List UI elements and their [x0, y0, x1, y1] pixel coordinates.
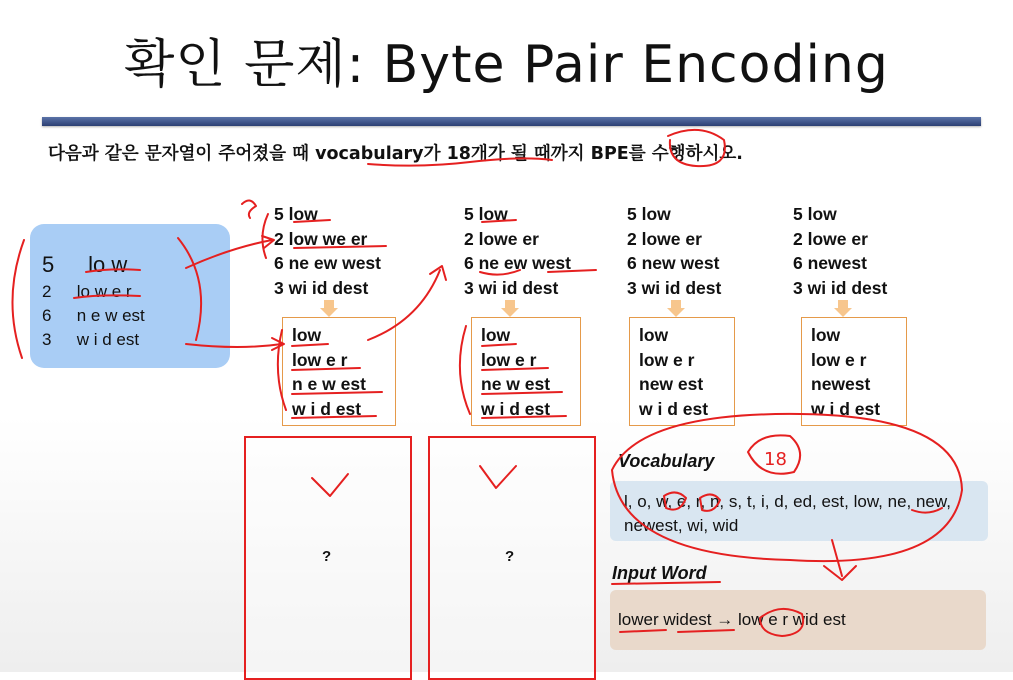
- token-line: low: [639, 325, 669, 345]
- underline-mark: [292, 416, 376, 418]
- token-line: w i d est: [292, 398, 362, 419]
- count-line: 3 wi id dest: [274, 277, 369, 298]
- underline-mark: [86, 269, 140, 272]
- count-line: 3 wi id dest: [464, 277, 559, 298]
- bracket-mark: [178, 238, 201, 340]
- question-mark: ?: [322, 548, 332, 565]
- count-line: 3 wi id dest: [627, 277, 722, 298]
- count-line: 5 low: [793, 204, 837, 224]
- token-line: w i d est: [481, 398, 551, 419]
- token-line: newest: [811, 374, 871, 394]
- underline-mark: [292, 368, 360, 370]
- underline-mark: [292, 344, 328, 346]
- underline-mark: [294, 246, 386, 248]
- token-line: new est: [639, 374, 704, 394]
- token-line: w i d est: [811, 398, 881, 419]
- vocabulary-text: l, o, w, e, r, n, s, t, i, d, ed, est, low, ne, new, newest, wi, wid: [624, 492, 951, 535]
- underline-mark: [482, 416, 566, 418]
- circle-mark: [760, 609, 803, 636]
- count-line: 6 newest: [793, 253, 867, 273]
- corpus-count: 6: [42, 306, 52, 325]
- corpus-word: n e w est: [76, 306, 145, 325]
- arrow-mark: [186, 344, 282, 347]
- token-line: w i d est: [639, 398, 709, 419]
- token-line: low e r: [639, 349, 695, 370]
- underline-mark: [294, 220, 330, 222]
- underline-mark: [482, 344, 516, 346]
- slide-title: 확인 문제: Byte Pair Encoding: [124, 35, 889, 95]
- count-line: 2 lowe er: [793, 228, 868, 249]
- scribble-mark: [242, 200, 256, 218]
- corpus-count: 5: [42, 252, 55, 277]
- count-line: 6 ne ew west: [274, 253, 381, 273]
- underline-mark: [612, 582, 720, 584]
- arrow-mark: [186, 240, 272, 268]
- vocabulary-label: Vocabulary: [618, 451, 715, 471]
- underline-mark: [482, 220, 516, 222]
- circle-mark: [700, 494, 720, 510]
- underline-mark: [548, 270, 596, 272]
- count-line: 2 lowe er: [464, 228, 539, 249]
- input-word-label: Input Word: [612, 563, 707, 583]
- underline-mark: [678, 630, 734, 632]
- arrow-mark: [368, 270, 440, 340]
- underline-mark: [620, 630, 666, 632]
- corpus-count: 3: [42, 330, 52, 349]
- count-line: 5 low: [627, 204, 671, 224]
- count-line: 2 low we er: [274, 228, 368, 249]
- token-line: low: [481, 325, 511, 345]
- token-line: low: [811, 325, 841, 345]
- check-mark: [312, 474, 348, 496]
- underline-mark: [368, 158, 552, 165]
- underline-mark: [74, 295, 140, 298]
- check-mark: [480, 466, 516, 488]
- circle-mark: [664, 492, 686, 509]
- count-line: 3 wi id dest: [793, 277, 888, 298]
- count-line: 6 ne ew west: [464, 253, 571, 273]
- bracket-mark: [12, 240, 24, 358]
- underline-mark: [482, 368, 548, 370]
- token-line: low e r: [811, 349, 867, 370]
- underline-mark: [912, 508, 942, 513]
- count-line: 6 new west: [627, 253, 720, 273]
- token-line: low e r: [481, 349, 537, 370]
- bracket-mark: [460, 326, 470, 414]
- count-line: 5 low: [464, 204, 508, 224]
- corpus-word: lo w e r: [76, 282, 132, 301]
- token-line: low: [292, 325, 322, 345]
- count-line: 5 low: [274, 204, 318, 224]
- annotation-18: 18: [764, 449, 787, 470]
- input-word-text: lower widest → low e r wid est: [618, 610, 846, 629]
- token-line: ne w est: [481, 374, 551, 394]
- question-mark: ?: [505, 548, 515, 565]
- instruction-text: 다음과 같은 문자열이 주어졌을 때 vocabulary가 18개가 될 때까지 BPE를 수행하시오.: [48, 144, 743, 164]
- underline-mark: [480, 270, 520, 275]
- token-line: n e w est: [292, 374, 366, 394]
- underline-mark: [292, 392, 382, 394]
- corpus-word: lo w: [88, 252, 128, 277]
- circle-mark: [668, 130, 725, 166]
- underline-mark: [482, 392, 562, 394]
- corpus-count: 2: [42, 282, 52, 301]
- token-line: low e r: [292, 349, 348, 370]
- corpus-word: w i d est: [76, 330, 140, 349]
- count-line: 2 lowe er: [627, 228, 702, 249]
- bracket-mark: [262, 214, 268, 258]
